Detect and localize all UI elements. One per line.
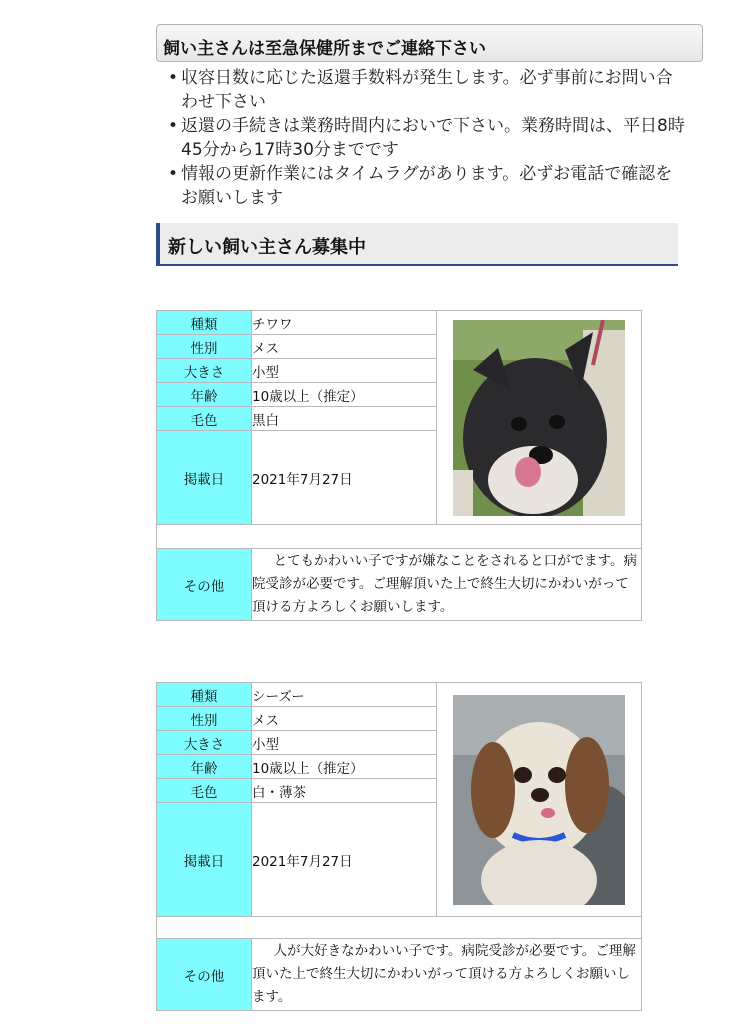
label-color: 毛色 [157,779,252,803]
value-sex: メス [252,335,437,359]
spacer-row [157,525,642,549]
notice-title: 飼い主さんは至急保健所までご連絡下さい [163,39,486,59]
label-size: 大きさ [157,359,252,383]
label-color: 毛色 [157,407,252,431]
value-size: 小型 [252,359,437,383]
value-posted: 2021年7月27日 [252,803,437,917]
label-posted: 掲載日 [157,431,252,525]
label-posted: 掲載日 [157,803,252,917]
value-size: 小型 [252,731,437,755]
label-kind: 種類 [157,311,252,335]
label-other: その他 [157,549,252,621]
shih-tzu-photo [453,695,625,905]
value-age: 10歳以上（推定） [252,755,437,779]
section-header [156,223,678,266]
value-kind: シーズー [252,683,437,707]
label-sex: 性別 [157,707,252,731]
value-sex: メス [252,707,437,731]
label-sex: 性別 [157,335,252,359]
animal-info-table [156,310,642,621]
label-kind: 種類 [157,683,252,707]
label-age: 年齢 [157,755,252,779]
value-color: 黒白 [252,407,437,431]
notice-list [166,66,686,210]
label-age: 年齢 [157,383,252,407]
value-posted: 2021年7月27日 [252,431,437,525]
notice-item: • 収容日数に応じた返還手数料が発生します。必ず事前にお問い合わせ下さい [166,66,686,114]
section-title: 新しい飼い主さん募集中 [168,237,366,258]
notice-item: • 情報の更新作業にはタイムラグがあります。必ずお電話で確認をお願いします [166,162,686,210]
photo-cell [437,311,642,525]
label-size: 大きさ [157,731,252,755]
label-other: その他 [157,939,252,1011]
notice-header [156,24,703,62]
value-kind: チワワ [252,311,437,335]
value-color: 白・薄茶 [252,779,437,803]
value-age: 10歳以上（推定） [252,383,437,407]
chihuahua-photo [453,320,625,516]
animal-info-table [156,682,642,1011]
photo-cell [437,683,642,917]
value-other: とてもかわいい子ですが嫌なことをされると口がでます。病院受診が必要です。ご理解頂いた上で終生大切にかわいがって頂ける方よろしくお願いします。 [252,549,642,621]
spacer-row [157,917,642,939]
notice-item: • 返還の手続きは業務時間内においで下さい。業務時間は、平日8時45分から17時30分までです [166,114,686,162]
value-other: 人が大好きなかわいい子です。病院受診が必要です。ご理解頂いた上で終生大切にかわいがって頂ける方よろしくお願いします。 [252,939,642,1011]
